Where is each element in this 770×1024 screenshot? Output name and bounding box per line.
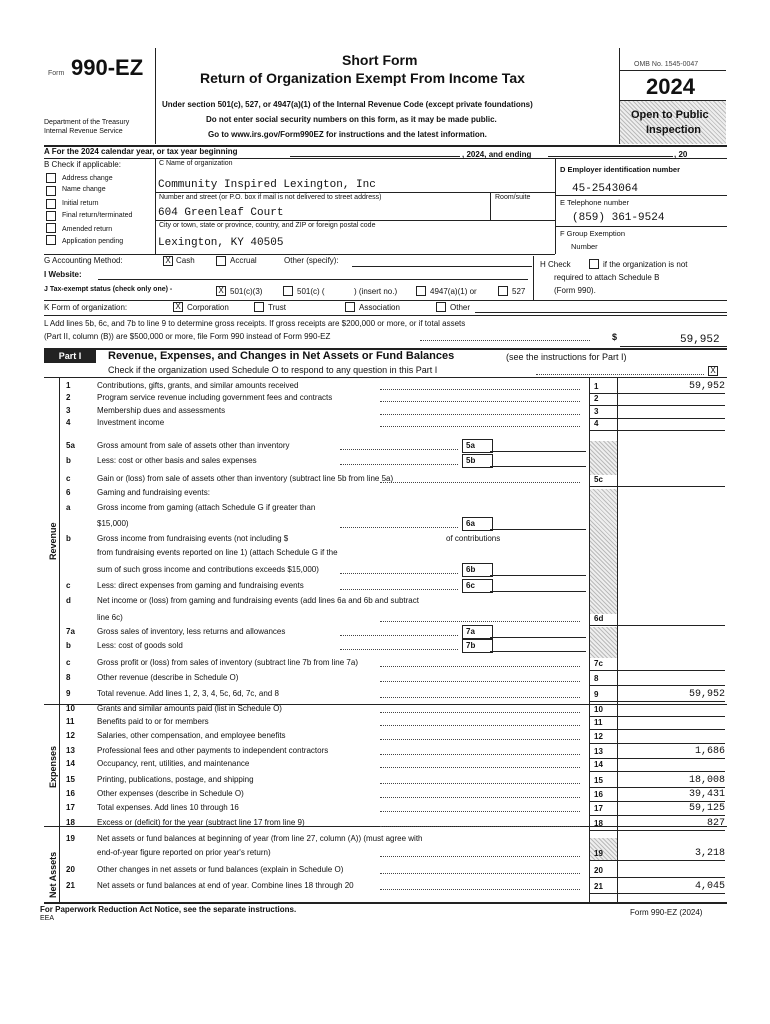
accrual-checkbox[interactable]	[216, 256, 226, 266]
address-change-checkbox[interactable]	[46, 173, 56, 183]
group-exemption-label: F Group Exemption	[560, 229, 626, 238]
line-number: 1	[66, 381, 71, 390]
city-label: City or town, state or province, country, and ZIP or foreign postal code	[159, 222, 376, 229]
4947a1-checkbox[interactable]	[416, 286, 426, 296]
shade-6abc	[590, 489, 617, 614]
line-amount: 39,431	[688, 789, 725, 800]
section-b-title: B Check if applicable:	[44, 160, 121, 169]
expenses-side-label: Expenses	[48, 745, 58, 788]
line-text: Investment income	[97, 418, 165, 427]
line-box-number: 5c	[594, 475, 603, 484]
line-amount-cell[interactable]	[618, 788, 725, 802]
line-text: Gross amount from sale of assets other than inventory	[97, 441, 290, 450]
line-box-number: 2	[594, 394, 599, 403]
line-amount-cell[interactable]	[618, 473, 725, 487]
line-text: Less: cost or other basis and sales expenses	[97, 456, 257, 465]
form-prefix: Form	[48, 70, 65, 77]
line-text: Gain or (loss) from sale of assets other than inventory (subtract line 5b from line 5a)	[97, 474, 394, 483]
line-amount-cell[interactable]	[618, 392, 725, 406]
line-text: Gross sales of inventory, less returns and allowances	[97, 627, 286, 636]
omb-number: OMB No. 1545-0047	[634, 61, 699, 68]
line-a-end: , 20	[674, 150, 688, 159]
line-amount-cell[interactable]	[618, 864, 725, 878]
line-number: 14	[66, 759, 75, 768]
revenue-side-label: Revenue	[48, 522, 58, 560]
ssn-notice: Do not enter social security numbers on this form, as it may be made public.	[206, 115, 497, 124]
association-checkbox[interactable]	[345, 302, 355, 312]
line-amount-cell[interactable]	[618, 847, 725, 861]
inner-line-box: 7b	[462, 639, 493, 653]
inner-line-box: 6b	[462, 563, 493, 577]
line-number: 16	[66, 789, 75, 798]
4947a1-label: 4947(a)(1) or	[430, 287, 477, 296]
website-label: I Website:	[44, 270, 82, 279]
section-b-item: Name change	[62, 186, 106, 193]
line-box-number: 10	[594, 705, 603, 714]
527-label: 527	[512, 287, 526, 296]
org-name-label: C Name of organization	[159, 160, 233, 167]
line-text: Other changes in net assets or fund balances (explain in Schedule O)	[97, 865, 344, 874]
association-label: Association	[359, 303, 400, 312]
line-amount-cell[interactable]	[618, 730, 725, 744]
line-number: 19	[66, 834, 75, 843]
line-text: Gross income from fundraising events (not including $	[97, 534, 289, 543]
line-text: Printing, publications, postage, and shipping	[97, 775, 254, 784]
footer-form: Form 990-EZ (2024)	[630, 908, 703, 917]
tax-year: 2024	[646, 74, 695, 99]
line-a-mid: , 2024, and ending	[462, 150, 532, 159]
501c-label: 501(c) (	[297, 287, 325, 296]
line-text: $15,000)	[97, 519, 129, 528]
line-amount: 18,008	[688, 775, 725, 786]
net-assets-side-label: Net Assets	[48, 851, 58, 898]
accrual-label: Accrual	[230, 256, 257, 265]
part1-tag: Part I	[44, 349, 96, 363]
line-text: sum of such gross income and contributions exceeds $15,000)	[97, 565, 319, 574]
open-to-public-box	[620, 100, 726, 144]
line-number: 3	[66, 406, 71, 415]
other-org-label: Other	[450, 303, 471, 312]
form-of-org-label: K Form of organization:	[44, 303, 128, 312]
shade-5ab	[590, 441, 617, 475]
trust-label: Trust	[268, 303, 286, 312]
line-number: b	[66, 534, 71, 543]
line-a-label: A For the 2024 calendar year, or tax year beginning	[44, 147, 238, 156]
street-label: Number and street (or P.O. box if mail is not delivered to street address)	[159, 194, 382, 201]
street-address[interactable]: 604 Greenleaf Court	[158, 207, 284, 219]
line-amount-cell[interactable]	[618, 657, 725, 671]
line-text: Less: cost of goods sold	[97, 641, 183, 650]
inner-amount-field[interactable]	[490, 517, 586, 530]
line-text: Occupancy, rent, utilities, and maintenance	[97, 759, 250, 768]
line-box-number: 11	[594, 718, 603, 727]
line-text: Contributions, gifts, grants, and similar amounts received	[97, 381, 299, 390]
section-b-item: Address change	[62, 175, 113, 182]
line-amount: 3,218	[694, 848, 725, 859]
line-box-number: 13	[594, 747, 603, 756]
cash-checkbox[interactable]: X	[163, 256, 173, 266]
section-b-item: Amended return	[62, 226, 113, 233]
line-number: 8	[66, 673, 71, 682]
h-line3: (Form 990).	[554, 286, 596, 295]
527-checkbox[interactable]	[498, 286, 508, 296]
title-line2: Return of Organization Exempt From Income Tax	[200, 70, 525, 86]
line-text: Program service revenue including government fees and contracts	[97, 393, 333, 402]
schedule-o-checkbox[interactable]: X	[708, 366, 718, 376]
line-box-number: 6d	[594, 614, 604, 623]
line-number: 18	[66, 818, 75, 827]
part1-subtitle: (see the instructions for Part I)	[506, 352, 627, 362]
line-number: d	[66, 596, 71, 605]
gross-receipts-amount[interactable]: 59,952	[680, 334, 720, 346]
name-change-checkbox[interactable]	[46, 186, 56, 196]
under-section: Under section 501(c), 527, or 4947(a)(1) of the Internal Revenue Code (except private foundations)	[162, 100, 533, 109]
line-amount-cell[interactable]	[618, 672, 725, 686]
trust-checkbox[interactable]	[254, 302, 264, 312]
final-return-checkbox[interactable]	[46, 211, 56, 221]
line-amount: 59,952	[688, 689, 725, 700]
line-amount-cell[interactable]	[618, 745, 725, 759]
line-text: Gross profit or (loss) from sales of inventory (subtract line 7b from line 7a)	[97, 658, 358, 667]
line-extra-text: of contributions	[446, 534, 501, 543]
corporation-label: Corporation	[187, 303, 229, 312]
line-text: Net assets or fund balances at beginning of year (from line 27, column (A)) (must agree with	[97, 834, 423, 843]
line-amount: 4,045	[694, 881, 725, 892]
line-box-number: 15	[594, 776, 603, 785]
line-text: Membership dues and assessments	[97, 406, 226, 415]
line-number: 17	[66, 803, 75, 812]
line-number: 20	[66, 865, 75, 874]
inner-line-box: 5b	[462, 454, 493, 468]
line-amount: 59,125	[688, 803, 725, 814]
line-box-number: 1	[594, 382, 599, 391]
line-number: 6	[66, 488, 71, 497]
city-state-zip[interactable]: Lexington, KY 40505	[158, 237, 284, 249]
h-line1b: if the organization is not	[603, 260, 688, 269]
line-text: Gross income from gaming (attach Schedule G if greater than	[97, 503, 316, 512]
inner-line-box: 6a	[462, 517, 493, 531]
ein-value[interactable]: 45-2543064	[572, 183, 639, 195]
insert-no-label: ) (insert no.)	[354, 287, 398, 296]
accounting-method-label: G Accounting Method:	[44, 256, 123, 265]
line-text: Grants and similar amounts paid (list in Schedule O)	[97, 704, 282, 713]
line-text: Total revenue. Add lines 1, 2, 3, 4, 5c, 6d, 7c, and 8	[97, 689, 279, 698]
line-number: b	[66, 641, 71, 650]
inner-amount-field[interactable]	[490, 625, 586, 638]
line-text: line 6c)	[97, 613, 123, 622]
ein-label: D Employer identification number	[560, 165, 681, 174]
other-org-checkbox[interactable]	[436, 302, 446, 312]
line-text: Net assets or fund balances at end of year. Combine lines 18 through 20	[97, 881, 354, 890]
line-text: Other expenses (describe in Schedule O)	[97, 789, 244, 798]
line-text: Professional fees and other payments to independent contractors	[97, 746, 329, 755]
org-name[interactable]: Community Inspired Lexington, Inc	[158, 179, 376, 191]
inner-amount-field[interactable]	[490, 439, 586, 452]
line-number: 15	[66, 775, 75, 784]
line-text: Other revenue (describe in Schedule O)	[97, 673, 239, 682]
tax-exempt-label: J Tax-exempt status (check only one) -	[44, 286, 173, 293]
line-number: c	[66, 581, 71, 590]
line-box-number: 20	[594, 866, 603, 875]
line-number: 10	[66, 704, 75, 713]
line-number: 11	[66, 717, 75, 726]
line-text: Total expenses. Add lines 10 through 16	[97, 803, 239, 812]
inner-amount-field[interactable]	[490, 639, 586, 652]
part1-title: Revenue, Expenses, and Changes in Net Assets or Fund Balances	[108, 350, 455, 362]
cash-label: Cash	[176, 256, 195, 265]
line-text: Net income or (loss) from gaming and fundraising events (add lines 6a and 6b and subtract	[97, 596, 419, 605]
initial-return-checkbox[interactable]	[46, 199, 56, 209]
line-number: 5a	[66, 441, 75, 450]
line-box-number: 9	[594, 690, 599, 699]
corporation-checkbox[interactable]: X	[173, 302, 183, 312]
line-box-number: 21	[594, 882, 603, 891]
line-amount-cell[interactable]	[618, 417, 725, 431]
line-number: 21	[66, 881, 75, 890]
line-l-2: (Part II, column (B)) are $500,000 or more, file Form 990 instead of Form 990-EZ	[44, 332, 331, 341]
line-box-number: 17	[594, 804, 603, 813]
line-amount-cell[interactable]	[618, 612, 725, 626]
line-number: a	[66, 503, 71, 512]
501c3-label: 501(c)(3)	[230, 287, 263, 296]
inner-line-box: 6c	[462, 579, 493, 593]
line-amount-cell[interactable]	[618, 703, 725, 717]
line-number: c	[66, 658, 71, 667]
dept-line2: Internal Revenue Service	[44, 128, 123, 135]
inner-line-box: 5a	[462, 439, 493, 453]
title-line1: Short Form	[342, 52, 418, 68]
501c-checkbox[interactable]	[283, 286, 293, 296]
line-amount: 827	[706, 818, 725, 829]
line-number: 7a	[66, 627, 75, 636]
form-number: 990-EZ	[71, 55, 144, 80]
inner-amount-field[interactable]	[490, 454, 586, 467]
room-label: Room/suite	[495, 194, 531, 201]
line-box-number: 19	[594, 849, 603, 858]
section-b-item: Initial return	[62, 200, 99, 207]
line-box-number: 3	[594, 407, 599, 416]
inner-amount-field[interactable]	[490, 579, 586, 592]
line-l-1: L Add lines 5b, 6c, and 7b to line 9 to determine gross receipts. If gross receipts are $200,000 or more, or if total assets	[44, 319, 466, 328]
goto-line: Go to www.irs.gov/Form990EZ for instructions and the latest information.	[208, 130, 487, 139]
line-l-dollar: $	[612, 332, 618, 342]
h-check-label: H Check	[540, 260, 571, 269]
line-box-number: 4	[594, 419, 599, 428]
line-box-number: 7c	[594, 659, 603, 668]
line-amount-cell[interactable]	[618, 716, 725, 730]
line-text: Excess or (deficit) for the year (subtract line 17 from line 9)	[97, 818, 305, 827]
line-number: b	[66, 456, 71, 465]
footer-paperwork: For Paperwork Reduction Act Notice, see the separate instructions.	[40, 905, 297, 914]
part1-check-text: Check if the organization used Schedule O to respond to any question in this Part I	[108, 365, 438, 375]
amended-return-checkbox[interactable]	[46, 223, 56, 233]
schedule-b-checkbox[interactable]	[589, 259, 599, 269]
line-text: Gaming and fundraising events:	[97, 488, 210, 497]
line-number: 4	[66, 418, 71, 427]
line-box-number: 16	[594, 790, 603, 799]
line-number: 13	[66, 746, 75, 755]
line-number: 9	[66, 689, 71, 698]
phone-value[interactable]: (859) 361-9524	[572, 212, 665, 224]
application-pending-checkbox[interactable]	[46, 235, 56, 245]
line-amount-cell[interactable]	[618, 774, 725, 788]
501c3-checkbox[interactable]: X	[216, 286, 226, 296]
inner-amount-field[interactable]	[490, 563, 586, 576]
line-amount-cell[interactable]	[618, 802, 725, 816]
shade-7ab	[590, 627, 617, 658]
line-box-number: 18	[594, 819, 603, 828]
line-box-number: 8	[594, 674, 599, 683]
line-amount: 1,686	[694, 746, 725, 757]
phone-label: E Telephone number	[560, 198, 630, 207]
line-amount-cell[interactable]	[618, 817, 725, 831]
line-amount-cell[interactable]	[618, 880, 725, 894]
line-box-number: 12	[594, 732, 603, 741]
section-b-item: Final return/terminated	[62, 212, 133, 219]
group-number-label: Number	[571, 242, 598, 251]
open-public-1: Open to Public	[631, 109, 709, 121]
line-text: end-of-year figure reported on prior year's return)	[97, 848, 271, 857]
line-amount-cell[interactable]	[618, 688, 725, 702]
line-amount-cell[interactable]	[618, 758, 725, 772]
line-number: 12	[66, 731, 75, 740]
line-number: c	[66, 474, 71, 483]
line-text: Salaries, other compensation, and employee benefits	[97, 731, 286, 740]
line-text: from fundraising events reported on line 1) (attach Schedule G if the	[97, 548, 338, 557]
line-amount: 59,952	[688, 381, 725, 392]
footer-eea: EEA	[40, 915, 55, 922]
line-number: 2	[66, 393, 71, 402]
section-b-item: Application pending	[62, 238, 124, 245]
line-text: Less: direct expenses from gaming and fundraising events	[97, 581, 304, 590]
other-method-label: Other (specify):	[284, 256, 339, 265]
line-box-number: 14	[594, 760, 603, 769]
h-line2: required to attach Schedule B	[554, 273, 660, 282]
line-text: Benefits paid to or for members	[97, 717, 209, 726]
open-public-2: Inspection	[646, 124, 702, 136]
inner-line-box: 7a	[462, 625, 493, 639]
dept-line1: Department of the Treasury	[44, 119, 130, 126]
